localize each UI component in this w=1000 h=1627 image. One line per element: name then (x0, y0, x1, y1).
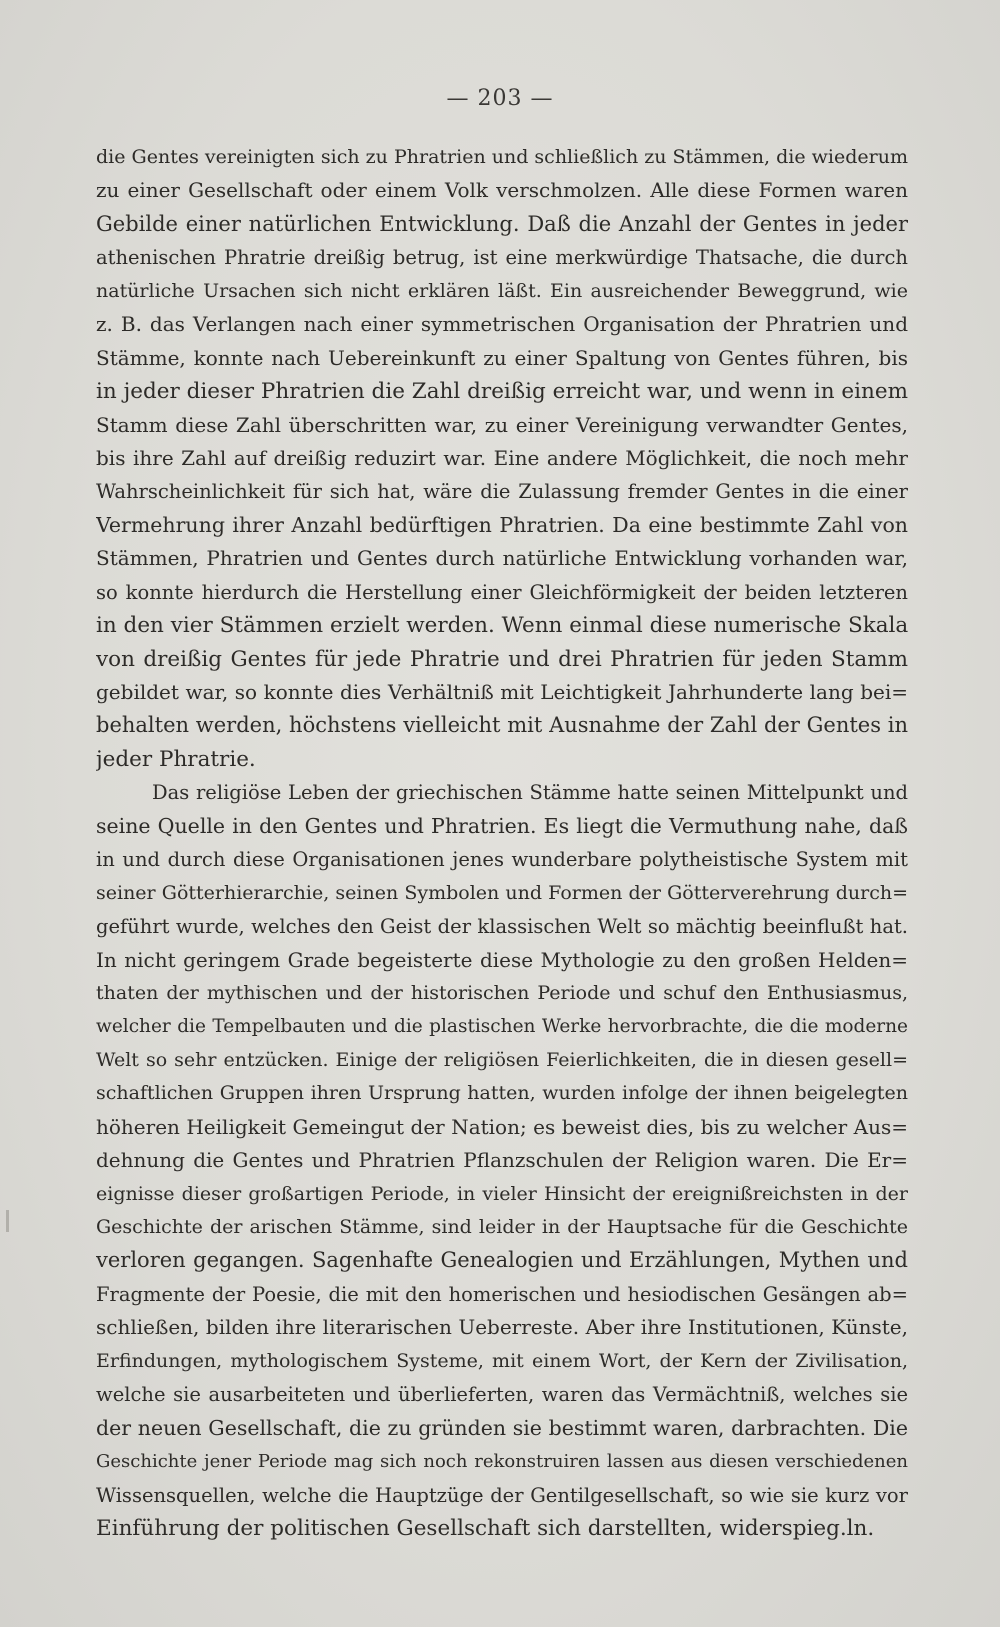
text-line: geführt wurde, welches den Geist der klassischen Welt so mächtig beeinflußt hat. (96, 915, 908, 939)
text-line: Erfindungen, mythologischem Systeme, mit einem Wort, der Kern der Zivilisation, (96, 1349, 908, 1372)
text-line: welcher die Tempelbauten und die plastischen Werke hervorbrachte, die die moderne (96, 1016, 908, 1038)
text-line: seine Quelle in den Gentes und Phratrien. Es liegt die Vermuthung nahe, daß (96, 813, 908, 838)
paragraph-end-line: Einführung der politischen Gesellschaft sich darstellten, widerspieg.ln. (96, 1515, 875, 1541)
text-line: z. B. das Verlangen nach einer symmetrischen Organisation der Phratrien und (96, 312, 908, 337)
text-line: Vermehrung ihrer Anzahl bedürftigen Phratrien. Da eine bestimmte Zahl von (96, 512, 908, 537)
text-line: der neuen Gesellschaft, die zu gründen sie bestimmt waren, darbrachten. Die (96, 1415, 908, 1440)
text-line: Gebilde einer natürlichen Entwicklung. Daß die Anzahl der Gentes in jeder (96, 211, 908, 236)
text-line: von dreißig Gentes für jede Phratrie und drei Phratrien für jeden Stamm (96, 646, 908, 672)
text-line: Stämmen, Phratrien und Gentes durch natürliche Entwicklung vorhanden war, (96, 546, 908, 571)
text-line: Geschichte der arischen Stämme, sind leider in der Hauptsache für die Geschichte (96, 1216, 908, 1238)
text-line: bis ihre Zahl auf dreißig reduzirt war. Eine andere Möglichkeit, die noch mehr (96, 445, 908, 470)
text-line: in und durch diese Organisationen jenes wunderbare polytheistische System mit (96, 848, 908, 872)
text-line: höheren Heiligkeit Gemeingut der Nation; es beweist dies, bis zu welcher Aus= (96, 1114, 908, 1139)
text-line: thaten der mythischen und der historischen Periode und schuf den Enthusiasmus, (96, 981, 908, 1004)
text-line: eignisse dieser großartigen Periode, in vieler Hinsicht der ereignißreichsten in der (96, 1182, 908, 1205)
text-line: Wissensquellen, welche die Hauptzüge der Gentilgesellschaft, so wie sie kurz vor (96, 1483, 908, 1507)
text-line: die Gentes vereinigten sich zu Phratrien und schließlich zu Stämmen, die wiederum (96, 146, 908, 168)
text-line: welche sie ausarbeiteten und überlieferten, waren das Vermächtniß, welches sie (96, 1383, 908, 1407)
text-line: Stämme, konnte nach Uebereinkunft zu einer Spaltung von Gentes führen, bis (96, 345, 908, 370)
text-line: Geschichte jener Periode mag sich noch rekonstruiren lassen aus diesen verschiedenen (96, 1451, 908, 1473)
text-line: seiner Götterhierarchie, seinen Symbolen und Formen der Götterverehrung durch= (96, 881, 908, 904)
text-line: dehnung die Gentes und Phratrien Pflanzschulen der Religion waren. Die Er= (96, 1148, 908, 1173)
text-line: in jeder dieser Phratrien die Zahl dreißig erreicht war, und wenn in einem (96, 379, 908, 405)
text-line: gebildet war, so konnte dies Verhältniß mit Leichtigkeit Jahrhunderte lang bei= (96, 680, 908, 704)
text-line: Stamm diese Zahl überschritten war, zu einer Vereinigung verwandter Gentes, (96, 412, 908, 437)
paragraph-start-line: Das religiöse Leben der griechischen Stämme hatte seinen Mittelpunkt und (152, 781, 908, 805)
page-number: — 203 — (446, 86, 554, 111)
text-line: natürliche Ursachen sich nicht erklären läßt. Ein ausreichender Beweggrund, wie (96, 279, 908, 302)
text-line: so konnte hierdurch die Herstellung einer Gleichförmigkeit der beiden letzteren (96, 580, 908, 604)
text-line: schließen, bilden ihre literarischen Ueberreste. Aber ihre Institutionen, Künste, (96, 1315, 908, 1340)
text-line: Welt so sehr entzücken. Einige der religiösen Feierlichkeiten, die in diesen gesell= (96, 1048, 908, 1071)
text-line: verloren gegangen. Sagenhafte Genealogien und Erzählungen, Mythen und (96, 1248, 908, 1273)
text-line: athenischen Phratrie dreißig betrug, ist eine merkwürdige Thatsache, die durch (96, 246, 908, 270)
text-line: In nicht geringem Grade begeisterte diese Mythologie zu den großen Helden= (96, 947, 908, 972)
text-line: zu einer Gesellschaft oder einem Volk verschmolzen. Alle diese Formen waren (96, 178, 908, 203)
body-text (96, 141, 908, 1545)
paragraph-end-line: jeder Phratrie. (96, 746, 256, 772)
text-line: schaftlichen Gruppen ihren Ursprung hatten, wurden infolge der ihnen beigelegten (96, 1082, 908, 1105)
text-line: behalten werden, höchstens vielleicht mit Ausnahme der Zahl der Gentes in (96, 713, 908, 738)
text-line: Wahrscheinlichkeit für sich hat, wäre die Zulassung fremder Gentes in die einer (96, 480, 908, 504)
page-edge-mark (6, 1210, 9, 1232)
text-line: in den vier Stämmen erzielt werden. Wenn einmal diese numerische Skala (96, 613, 908, 639)
text-line: Fragmente der Poesie, die mit den homerischen und hesiodischen Gesängen ab= (96, 1282, 908, 1306)
